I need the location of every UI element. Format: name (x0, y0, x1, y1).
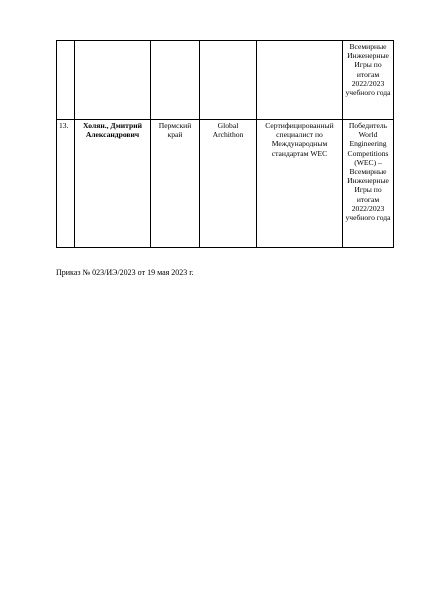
cell-organization: Global Archithon (200, 120, 257, 248)
cell-achievement: Всемирные Инженерные Игры по итогам 2022/2023 учебного года (343, 41, 394, 120)
cell-achievement: Победитель World Engineering Competitions (WEC) – Всемирные Инженерные Игры по итогам 2022/2023 учебного года (343, 120, 394, 248)
cell-region (151, 41, 200, 120)
cell-region: Пермский край (151, 120, 200, 248)
cell-number: 13. (57, 120, 75, 248)
cell-qualification (257, 41, 343, 120)
order-reference: Приказ № 023/ИЭ/2023 от 19 мая 2023 г. (56, 268, 194, 277)
participants-table (56, 40, 394, 248)
cell-organization (200, 41, 257, 120)
table-row-13 (57, 120, 394, 248)
cell-name (75, 41, 151, 120)
cell-qualification: Сертифицированный специалист по Международным стандартам WEC (257, 120, 343, 248)
cell-name: Холян., Дмитрий Александрович (75, 120, 151, 248)
cell-number (57, 41, 75, 120)
table-row-continued (57, 41, 394, 120)
